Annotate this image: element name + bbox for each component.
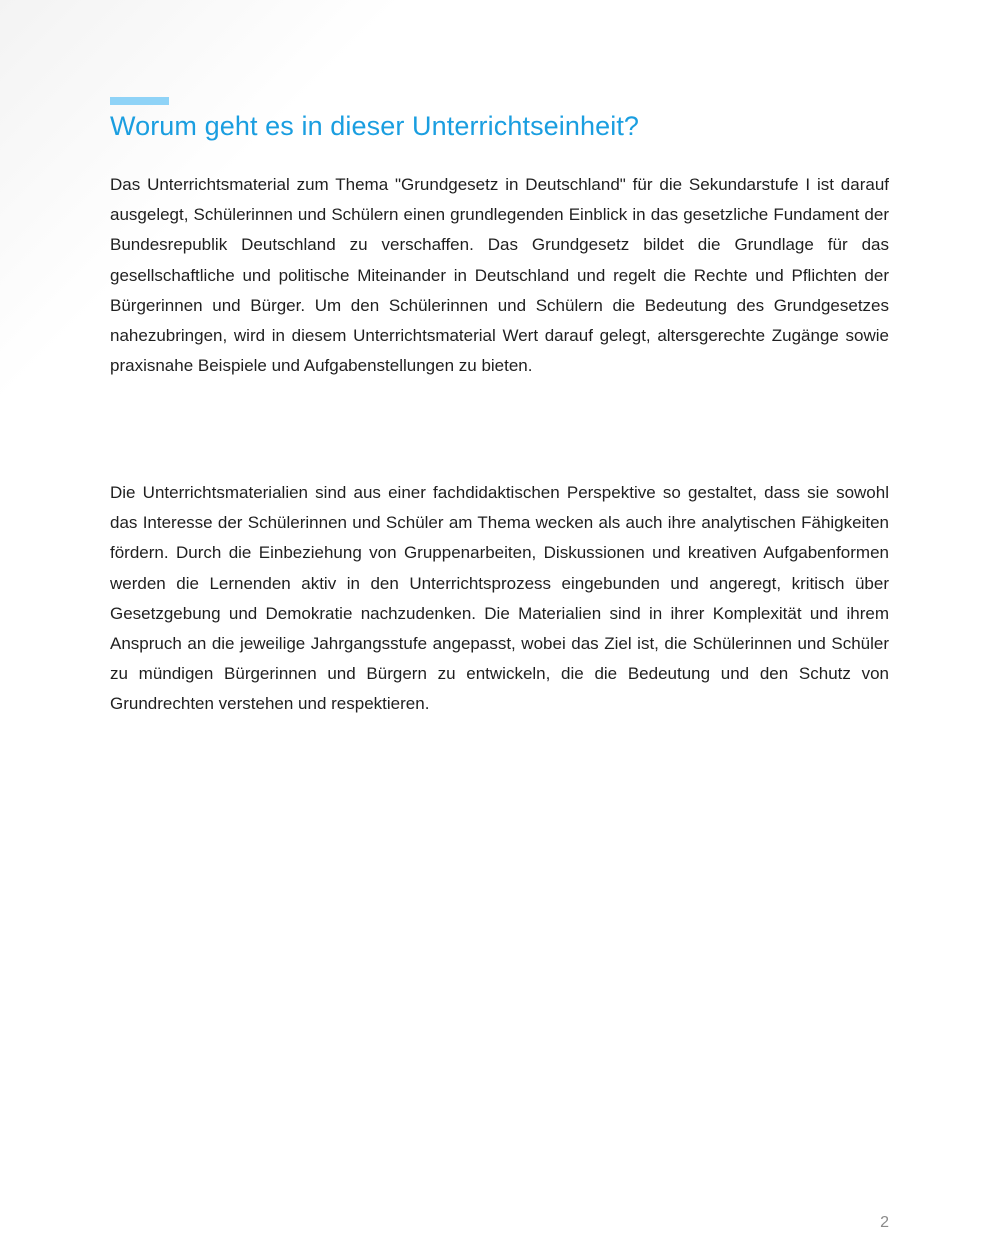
page-number: 2 — [880, 1214, 889, 1231]
body-paragraph-2: Die Unterrichtsmaterialien sind aus einer fachdidaktischen Perspektive so gestaltet, dass sie sowohl das Interesse der Schülerinnen und Schüler am Thema wecken als auch ihre analytischen Fähigkeiten fördern. Durch die Einbeziehung von Gruppenarbeiten, Diskussionen und kreativen Aufgabenformen werden die Lernenden aktiv in den Unterrichtsprozess eingebunden und angeregt, kritisch über Gesetzgebung und Demokratie nachzudenken. Die Materialien sind in ihrer Komplexität und ihrem Anspruch an die jeweilige Jahrgangsstufe angepasst, wobei das Ziel ist, die Schülerinnen und Schüler zu mündigen Bürgerinnen und Bürgern zu entwickeln, die die Bedeutung und den Schutz von Grundrechten verstehen und respektieren. — [110, 483, 889, 714]
section-title: Worum geht es in dieser Unterrichtseinheit? — [110, 111, 640, 141]
section-accent-bar — [110, 97, 169, 105]
body-paragraph-1: Das Unterrichtsmaterial zum Thema "Grundgesetz in Deutschland" für die Sekundarstufe I ist darauf ausgelegt, Schülerinnen und Schülern einen grundlegenden Einblick in das gesetzliche Fundament der Bundesrepublik Deutschland zu verschaffen. Das Grundgesetz bildet die Grundlage für das gesellschaftliche und politische Miteinander in Deutschland und regelt die Rechte und Pflichten der Bürgerinnen und Bürger. Um den Schülerinnen und Schülern die Bedeutung des Grundgesetzes nahezubringen, wird in diesem Unterrichtsmaterial Wert darauf gelegt, altersgerechte Zugänge sowie praxisnahe Beispiele und Aufgabenstellungen zu bieten. — [110, 175, 889, 376]
